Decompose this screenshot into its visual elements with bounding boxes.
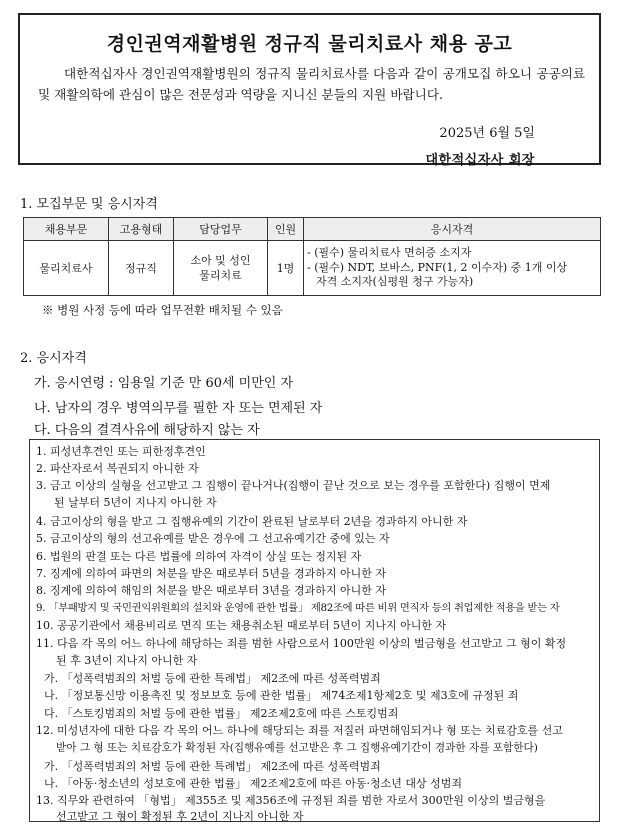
section1-heading: 1. 모집부문 및 응시자격 (20, 197, 158, 212)
qual-line: - (필수) 물리치료사 면허증 소지자 (307, 246, 472, 260)
list-item: 5. 금고이상의 형의 선고유예를 받은 경우에 그 선고유예기간 중에 있는 자 (36, 532, 390, 545)
recruitment-table (23, 217, 601, 296)
list-item: 12. 미성년자에 대한 다음 각 목의 어느 하나에 해당되는 죄를 저질러 파면해임되거나 형 또는 치료감호를 선고 (36, 724, 563, 737)
condition-item: 다. 다음의 결격사유에 해당하지 않는 자 (34, 423, 260, 438)
table-row (24, 241, 601, 296)
list-item: 8. 징계에 의하여 해임의 처분을 받은 때로부터 3년을 경과하지 아니한 자 (36, 584, 386, 597)
cell-field: 물리치료사 (24, 241, 109, 296)
sub-list-item: 가. 「성폭력범죄의 처벌 등에 관한 특례법」 제2조에 따른 성폭력범죄 (44, 760, 381, 773)
cell-count: 1명 (268, 241, 304, 296)
list-item-continued: 된 날부터 5년이 지나지 아니한 자 (54, 496, 217, 509)
sub-list-item: 나. 「아동·청소년의 성보호에 관한 법률」 제2조제2호에 따른 아동·청소년 대상 성범죄 (44, 777, 462, 790)
condition-item: 가. 응시연령 : 임용일 기준 만 60세 미만인 자 (34, 376, 294, 391)
duty-text: 소아 및 성인 물리치료 (190, 254, 251, 282)
qual-line: - (필수) NDT, 보바스, PNF(1, 2 이수자) 중 1개 이상 (307, 260, 568, 274)
cell-type: 정규직 (109, 241, 174, 296)
sub-list-item: 나. 「정보통신망 이용촉진 및 정보보호 등에 관한 법률」 제74조제1항제2호 및 제3호에 규정된 죄 (44, 689, 519, 702)
list-item: 4. 금고이상의 형을 받고 그 집행유예의 기간이 완료된 날로부터 2년을 경과하지 아니한 자 (36, 515, 468, 528)
list-item: 13. 직무와 관련하여 「형법」 제355조 및 제356조에 규정된 죄를 범한 자로서 300만원 이상의 벌금형을 (36, 794, 546, 807)
announcement-header-box (18, 13, 601, 168)
qual-line: 자격 소지자(심평원 청구 가능자) (316, 275, 474, 289)
col-header: 응시자격 (304, 218, 601, 241)
list-item: 6. 법원의 판결 또는 다른 법률에 의하여 자격이 상실 또는 정지된 자 (36, 550, 362, 563)
col-header: 인원 (268, 218, 304, 241)
announcement-date: 2025년 6월 5일 (439, 126, 535, 141)
list-item: 1. 피성년후견인 또는 피한정후견인 (36, 445, 206, 458)
list-item: 10. 공공기관에서 채용비리로 면직 또는 채용취소된 때로부터 5년이 지나지 아니한 자 (36, 619, 447, 632)
intro-paragraph: 대한적십자사 경인권역재활병원의 정규직 물리치료사를 다음과 같이 공개모집 하오니 공공의료 및 재활의학에 관심이 많은 전문성과 역량을 지니신 분들의 지원 바랍니다. (38, 66, 585, 102)
page-title: 경인권역재활병원 정규직 물리치료사 채용 공고 (106, 33, 513, 55)
reassignment-note: ※ 병원 사정 등에 따라 업무전환 배치될 수 있음 (42, 303, 283, 317)
disqualification-box (29, 439, 600, 822)
list-item: 7. 징계에 의하여 파면의 처분을 받은 때로부터 5년을 경과하지 아니한 자 (36, 567, 386, 580)
list-item: 9. 「부패방지 및 국민권익위원회의 설치와 운영에 관한 법률」 제82조에 따른 비위 면직자 등의 취업제한 적용을 받는 자 (36, 602, 560, 614)
col-header: 고용형태 (109, 218, 174, 241)
sub-list-item: 가. 「성폭력범죄의 처벌 등에 관한 특례법」 제2조에 따른 성폭력범죄 (44, 672, 381, 685)
list-item: 11. 다음 각 목의 어느 하나에 해당하는 죄를 범한 사람으로서 100만원 이상의 벌금형을 선고받고 그 형이 확정 (36, 637, 567, 650)
list-item-continued: 받아 그 형 또는 치료감호가 확정된 자(집행유예를 선고받은 후 그 집행유예기간이 경과한 자를 포함한다) (56, 742, 538, 754)
list-item-continued: 선고받고 그 형이 확정된 후 2년이 지나지 아니한 자 (56, 810, 304, 823)
section2-heading: 2. 응시자격 (20, 351, 87, 366)
cell-duty (174, 241, 268, 296)
condition-item: 나. 남자의 경우 병역의무를 필한 자 또는 면제된 자 (34, 401, 323, 416)
col-header: 담당업무 (174, 218, 268, 241)
col-header: 채용부문 (24, 218, 109, 241)
cell-qualifications (304, 241, 601, 296)
signer: 대한적십자사 회장 (425, 153, 535, 168)
list-item: 3. 금고 이상의 실형을 선고받고 그 집행이 끝나거나(집행이 끝난 것으로 보는 경우를 포함한다) 집행이 면제 (36, 479, 551, 492)
list-item: 2. 파산자로서 복권되지 아니한 자 (36, 462, 199, 475)
list-item-continued: 된 후 3년이 지나지 아니한 자 (56, 654, 198, 667)
table-header-row (24, 218, 601, 241)
sub-list-item: 다. 「스토킹범죄의 처벌 등에 관한 법률」 제2조제2호에 따른 스토킹범죄 (44, 707, 399, 720)
